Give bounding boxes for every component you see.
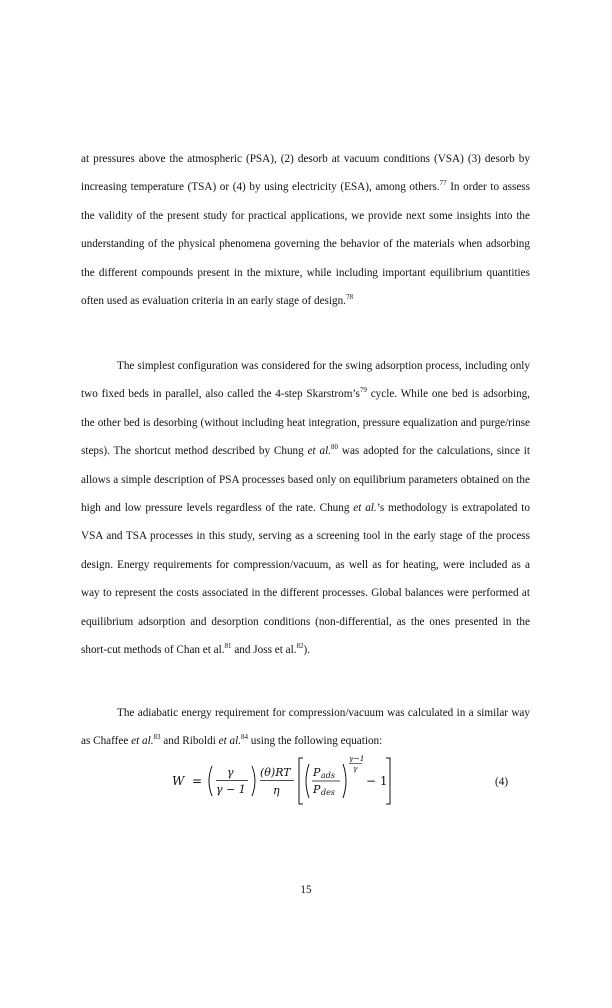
eq-exp-den: γ — [353, 764, 358, 773]
eq-left-paren-1 — [209, 766, 212, 796]
p3-text-3: using the following equation: — [248, 735, 383, 748]
eq-left-bracket — [299, 758, 303, 804]
p2-text-5: and Joss et al. — [231, 644, 297, 657]
page-number: 15 — [300, 884, 312, 896]
ref-81: 81 — [224, 642, 232, 651]
ref-79: 79 — [359, 386, 367, 395]
p1-text-1: at pressures above the atmospheric (PSA), (2) desorb at vacuum conditions (VSA) (3) desorb by increasing temperature (TSA) or (4) by using electricity (ESA), among others. — [81, 153, 530, 194]
p2-text-1: The simplest configuration was considered for the swing adsorption process, including only two fixed beds in parallel, also called the 4-step Skarstrom’s — [81, 360, 530, 401]
eq-p-ads-sub: ads — [321, 771, 335, 780]
paragraph-2 — [81, 352, 530, 664]
eq-lhs: W — [172, 774, 185, 788]
eq-eta: η — [273, 784, 280, 797]
eq-gamma-minus-1: γ − 1 — [216, 783, 246, 796]
eq-equals: = — [192, 774, 203, 788]
eq-p-des-sub: des — [321, 788, 335, 797]
paragraph-1 — [81, 145, 530, 315]
p1-text-2: In order to assess the validity of the present study for practical applications, we provide next some insights into the understanding of the physical phenomena governing the behavior of the materials when adsorbing the different compounds present in the mixture, while including important equilibrium quantities often used as evaluation criteria in an early stage of design. — [81, 181, 530, 308]
p3-etal-2: et al. — [218, 735, 241, 748]
eq-left-paren-2 — [306, 764, 309, 798]
eq-right-paren-2 — [343, 764, 346, 798]
p2-text-2: cycle. While one bed is adsorbing, the other bed is desorbing (without including heat integration, pressure equalization and purge/rinse steps). The shortcut method described by Chung — [81, 388, 530, 458]
eq-theta-rt: (θ)RT — [260, 766, 291, 779]
eq-minus-one: − 1 — [366, 774, 388, 788]
ref-83: 83 — [153, 733, 161, 742]
ref-80: 80 — [331, 443, 339, 452]
p3-etal-1: et al. — [131, 735, 154, 748]
equation-4 — [168, 752, 448, 808]
p2-etal-1: et al. — [307, 445, 332, 458]
eq-p-des: P — [313, 783, 321, 796]
ref-78: 78 — [345, 293, 353, 302]
p2-text-4: ’s methodology is extrapolated to VSA and TSA processes in this study, serving as a screening tool in the early stage of the process design. Energy requirements for compression/vacuum, as well as for heating, were included as a way to represent the costs associated in the different processes. Global balances were performed at equilibrium adsorption and desorption conditions (non-differential, as the ones presented in the short-cut methods of Chan et al. — [81, 502, 531, 657]
paragraph-3 — [81, 699, 530, 756]
p2-text-6: ). — [303, 644, 311, 657]
ref-77: 77 — [439, 179, 447, 188]
p2-text-3: was adopted for the calculations, since it allows a simple description of PSA processes based only on equilibrium parameters obtained on the high and low pressure levels regardless of the rate. Chung — [81, 445, 530, 515]
ref-84: 84 — [241, 733, 248, 742]
equation-number: (4) — [495, 776, 509, 788]
eq-exp-num: γ−1 — [349, 754, 365, 763]
ref-82: 82 — [296, 642, 304, 651]
p2-etal-2: et al. — [353, 502, 377, 515]
p3-text-2: and Riboldi — [160, 735, 219, 748]
eq-right-paren-1 — [252, 766, 255, 796]
eq-p-ads: P — [313, 766, 321, 779]
eq-gamma: γ — [227, 766, 234, 779]
p3-text-1: The adiabatic energy requirement for compression/vacuum was calculated in a similar way as Chaffee — [81, 707, 530, 748]
